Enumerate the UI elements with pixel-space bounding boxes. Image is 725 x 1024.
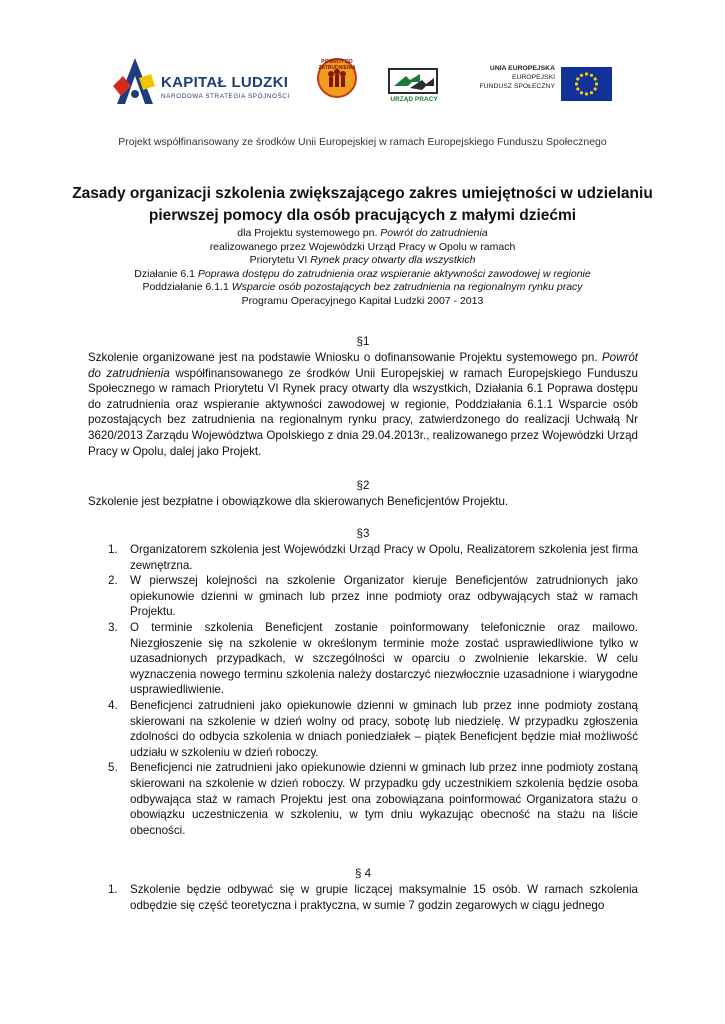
section-4-heading: § 4 <box>354 867 372 880</box>
urzad-pracy-arrows-icon <box>390 70 436 92</box>
eu-union-label: UNIA EUROPEJSKA <box>489 65 555 72</box>
list-item: 2. W pierwszej kolejności na szkolenie Organizator kieruje Beneficjentów zatrudnionych jako opiekunowie dzienni w gminach lub przez inne podmioty oraz odbywających staż w ramach Projektu. <box>108 574 638 619</box>
list-item: 1. Organizatorem szkolenia jest Wojewódzki Urząd Pracy w Opolu, Realizatorem szkolenia jest firma zewnętrzna. <box>108 543 638 572</box>
meta-line-6: Programu Operacyjnego Kapitał Ludzki 2007 - 2013 <box>241 294 484 307</box>
kapital-ludzki-emblem-icon <box>113 56 157 106</box>
title-line-1: Zasady organizacji szkolenia zwiększającego zakres umiejętności w udzielaniu <box>72 185 653 202</box>
project-badge-text: POWRÓT DO ZATRUDNIENIA <box>318 59 356 71</box>
section-3-heading: §3 <box>356 527 370 540</box>
meta-line-1: dla Projektu systemowego pn. Powrót do zatrudnienia <box>237 227 488 239</box>
urzad-pracy-logo <box>388 68 440 106</box>
kapital-ludzki-title: KAPITAŁ LUDZKI <box>161 74 289 91</box>
section-2-heading: §2 <box>356 479 370 492</box>
title-line-2: pierwszej pomocy dla osób pracujących z małymi dziećmi <box>148 207 577 224</box>
eu-fund-line2: FUNDUSZ SPOŁECZNY <box>479 83 555 90</box>
section-4-list <box>88 882 638 913</box>
eu-text-block <box>445 64 555 91</box>
project-meta <box>60 227 665 309</box>
eu-flag-icon <box>561 67 612 101</box>
meta-line-3: Priorytetu VI Rynek pracy otwarty dla wszystkich <box>249 254 476 267</box>
list-item: 1. Szkolenie będzie odbywać się w grupie liczącej maksymalnie 15 osób. W ramach szkolenia odbędzie się część teoretyczna i praktyczna, w sumie 7 godzin zegarowych w ciągu jednego <box>108 883 638 912</box>
list-item: 4. Beneficjenci zatrudnieni jako opiekunowie dzienni w gminach lub przez inne podmioty zostaną skierowani na szkolenie w dzień wolny od pracy, sobotę lub niedzielę. W przypadku zgłoszenia zdolności do odbycia szkolenia w dniach poniedziałek – piątek Beneficjent będzie miał możliwość udziału w szkoleniu w dzień roboczy. <box>108 698 638 759</box>
header-logos <box>0 54 725 114</box>
list-item: 3. O terminie szkolenia Beneficjent zostanie poinformowany telefonicznie oraz mailowo. Niezgłoszenie się na szkolenie w określonym terminie może zostać usprawiedliwione tylko w uzasadnionych przypadkach, w szczególności w oparciu o zwolnienie lekarskie. W celu wyznaczenia nowego terminu szkolenia należy dostarczyć niezwłocznie uzasadnione i wiarygodne usprawiedliwienie. <box>108 620 638 697</box>
section-1-heading: §1 <box>356 335 370 348</box>
meta-line-2: realizowanego przez Wojewódzki Urząd Pracy w Opolu w ramach <box>209 240 516 253</box>
eu-fund-line1: EUROPEJSKI <box>511 74 555 81</box>
section-3-list <box>88 542 638 838</box>
kapital-ludzki-logo <box>113 56 293 108</box>
meta-line-4: Działanie 6.1 Poprawa dostępu do zatrudnienia oraz wspieranie aktywności zawodowej w regionie <box>134 267 591 280</box>
section-2-text: Szkolenie jest bezpłatne i obowiązkowe dla skierowanych Beneficjentów Projektu. <box>88 495 509 508</box>
meta-line-5: Poddziałanie 6.1.1 Wsparcie osób pozostających bez zatrudnienia na regionalnym rynku pracy <box>142 281 583 294</box>
document-title <box>60 183 665 227</box>
section-1-text: Szkolenie organizowane jest na podstawie Wniosku o dofinansowanie Projektu systemowego pn. Powrót do zatrudnienia współfinansowanego ze środków Unii Europejskiej w ramach Europejskiego Funduszu Społecznego w ramach Priorytetu VI Rynek pracy otwarty dla wszystkich, Działania 6.1 Poprawa dostępu do zatrudnienia oraz wspieranie aktywności zawodowej w regionie, Poddziałania 6.1.1 Wsparcie osób pozostających bez zatrudnienia na regionalnym rynku pracy, zatwierdzonego do realizacji Uchwałą Nr 3620/2013 Zarządu Województwa Opolskiego z dnia 29.04.2013r., realizowanego przez Wojewódzki Urząd Pracy w Opolu, dalej jako Projekt. <box>88 351 638 458</box>
urzad-pracy-label: URZĄD PRACY <box>390 96 438 103</box>
list-item: 5. Beneficjenci nie zatrudnieni jako opiekunowie dzienni w gminach lub przez inne podmioty zostaną skierowani na szkolenie w dzień roboczy. W przypadku gdy uczestnikiem szkolenia będzie osoba odbywająca staż w ramach Projektu jest ona zobowiązana poinformować Organizatora stażu o obowiązku uczestniczenia w szkoleniu, w tym dniu wykazując obecność na stażu na liście obecności. <box>108 761 638 837</box>
cofinancing-note: Projekt współfinansowany ze środków Unii Europejskiej w ramach Europejskiego Funduszu Społecznego <box>118 136 607 148</box>
kapital-ludzki-subtitle: NARODOWA STRATEGIA SPÓJNOŚCI <box>161 93 290 100</box>
